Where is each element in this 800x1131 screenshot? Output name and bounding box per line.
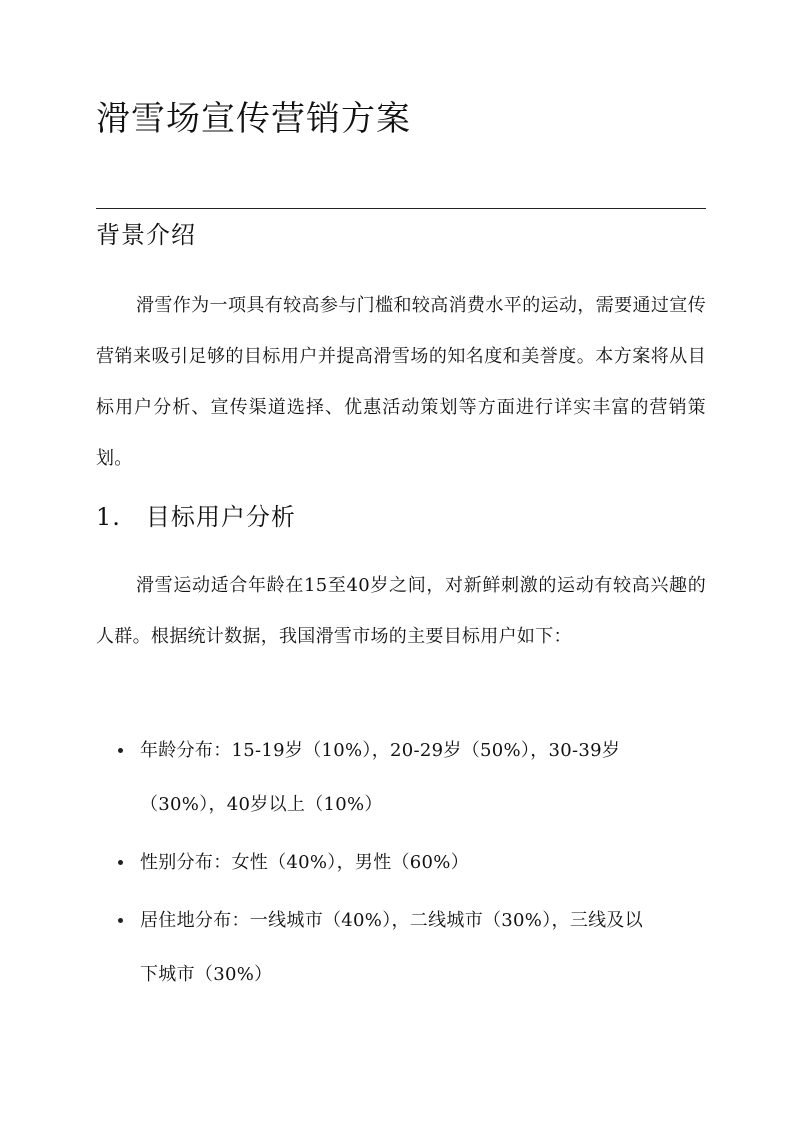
list-item [96,894,706,1002]
bullet-icon [118,860,123,865]
document-title: 滑雪场宣传营销方案 [96,99,411,139]
bullet-text-age: 年龄分布：15-19岁（10%），20-29岁（50%），30-39岁（30%），40岁以上（10%） [140,740,621,815]
list-item [96,724,706,832]
bullet-icon [118,918,123,923]
section-heading-background: 背景介绍 [96,221,196,249]
background-paragraph: 滑雪作为一项具有较高参与门槛和较高消费水平的运动，需要通过宣传营销来吸引足够的目标用户并提高滑雪场的知名度和美誉度。本方案将从目标用户分析、宣传渠道选择、优惠活动策划等方面进行详实丰富的营销策划。 [96,295,706,469]
target-users-bullet-list [96,724,706,1006]
bullet-text-gender: 性别分布：女性（40%），男性（60%） [140,852,470,873]
section-heading-target-users: 1. 目标用户分析 [96,503,296,531]
target-users-paragraph: 滑雪运动适合年龄在15至40岁之间，对新鲜刺激的运动有较高兴趣的人群。根据统计数据，我国滑雪市场的主要目标用户如下： [96,575,706,647]
bullet-text-residence: 居住地分布：一线城市（40%），二线城市（30%），三线及以下城市（30%） [140,910,644,985]
bullet-icon [118,748,123,753]
list-item [96,836,706,890]
title-divider [96,208,706,209]
